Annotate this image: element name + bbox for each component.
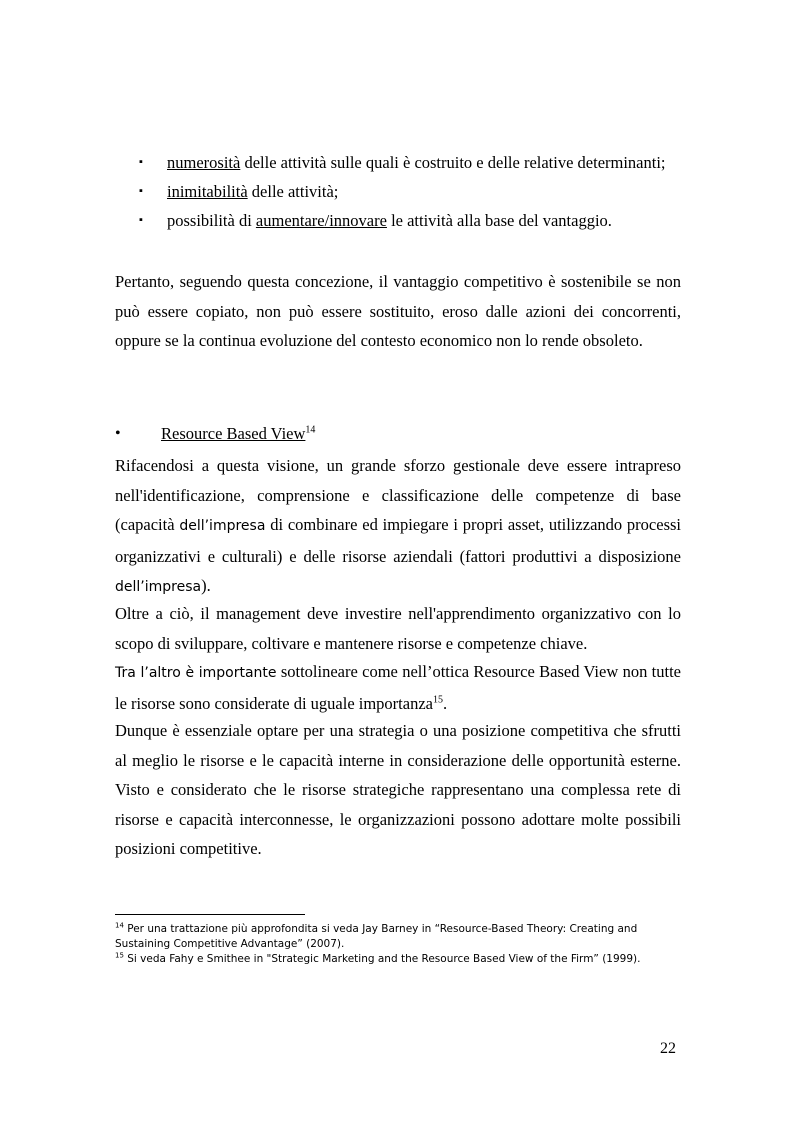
paragraph-text: ). [201,576,211,595]
paragraph-text: di combinare ed impiegare i propri asset, utilizzando processi organizzativi e culturali) e delle risorse aziendali (fattori produttivi a disposizione [115,515,681,566]
paragraph-text: sottolineare come nell’ottica Resource Based View non tutte le risorse sono considerate di uguale importanza [115,662,681,713]
list-item [115,206,681,235]
square-bullet-icon: ▪ [139,185,143,197]
list-item-text: possibilità di [167,211,256,230]
footnote [115,952,685,967]
underlined-term: aumentare/innovare [255,211,387,230]
footnote-text: Si veda Fahy e Smithee in "Strategic Marketing and the Resource Based View of the Firm” (1999). [127,953,641,965]
list-item-text: delle attività; [247,182,339,201]
paragraph: Dunque è essenziale optare per una strategia o una posizione competitiva che sfrutti al meglio le risorse e le capacità interne in considerazione delle opportunità esterne. Visto e considerato che le risorse strategiche rappresentano una complessa rete di risorse e capacità interconnesse, le organizzazioni possono adottare molte possibili posizioni competitive. [115,721,681,858]
section-title: Resource Based View [161,424,306,443]
footnote-ref: 14 [305,424,316,436]
paragraph [115,451,681,603]
list-item-text: le attività alla base del vantaggio. [386,211,612,230]
footnotes [115,922,685,967]
bullet-list [115,148,681,235]
list-item [115,148,681,177]
section-title-wrap [161,419,315,448]
footnote [115,922,685,952]
paragraph-text: dell’impresa [115,579,202,595]
bullet-dot-icon: • [115,425,121,442]
paragraph-text: . [442,693,448,713]
paragraph-text: dell’impresa [179,518,266,534]
page-number: 22 [660,1040,676,1057]
footnote-divider [115,914,305,915]
square-bullet-icon: ▪ [139,214,143,226]
paragraph-text: Tra l’altro è importante [115,665,277,681]
paragraph [115,657,681,718]
paragraph: Oltre a ciò, il management deve investire nell'apprendimento organizzativo con lo scopo di sviluppare, coltivare e mantenere risorse e competenze chiave. [115,604,681,653]
underlined-term: inimitabilità [167,182,248,201]
list-item-text: delle attività sulle quali è costruito e delle relative determinanti; [240,153,666,172]
footnote-number: 15 [115,951,124,960]
square-bullet-icon: ▪ [139,156,143,168]
footnote-text: Per una trattazione più approfondita si veda Jay Barney in “Resource-Based Theory: Creating and Sustaining Competitive Advantage” (2007). [115,923,638,950]
paragraph-text: Rifacendosi a questa visione, un grande sforzo gestionale deve essere intrapreso nell'identificazione, comprensione e classificazione delle competenze di base (capacità [115,456,681,534]
list-item [115,177,681,206]
underlined-term: numerosità [167,153,241,172]
footnote-number: 14 [115,921,124,930]
paragraph: Pertanto, seguendo questa concezione, il vantaggio competitivo è sostenibile se non può essere copiato, non può essere sostituito, eroso dalle azioni dei concorrenti, oppure se la continua evoluzione del contesto economico non lo rende obsoleto. [115,272,681,350]
footnote-ref: 15 [432,694,443,705]
